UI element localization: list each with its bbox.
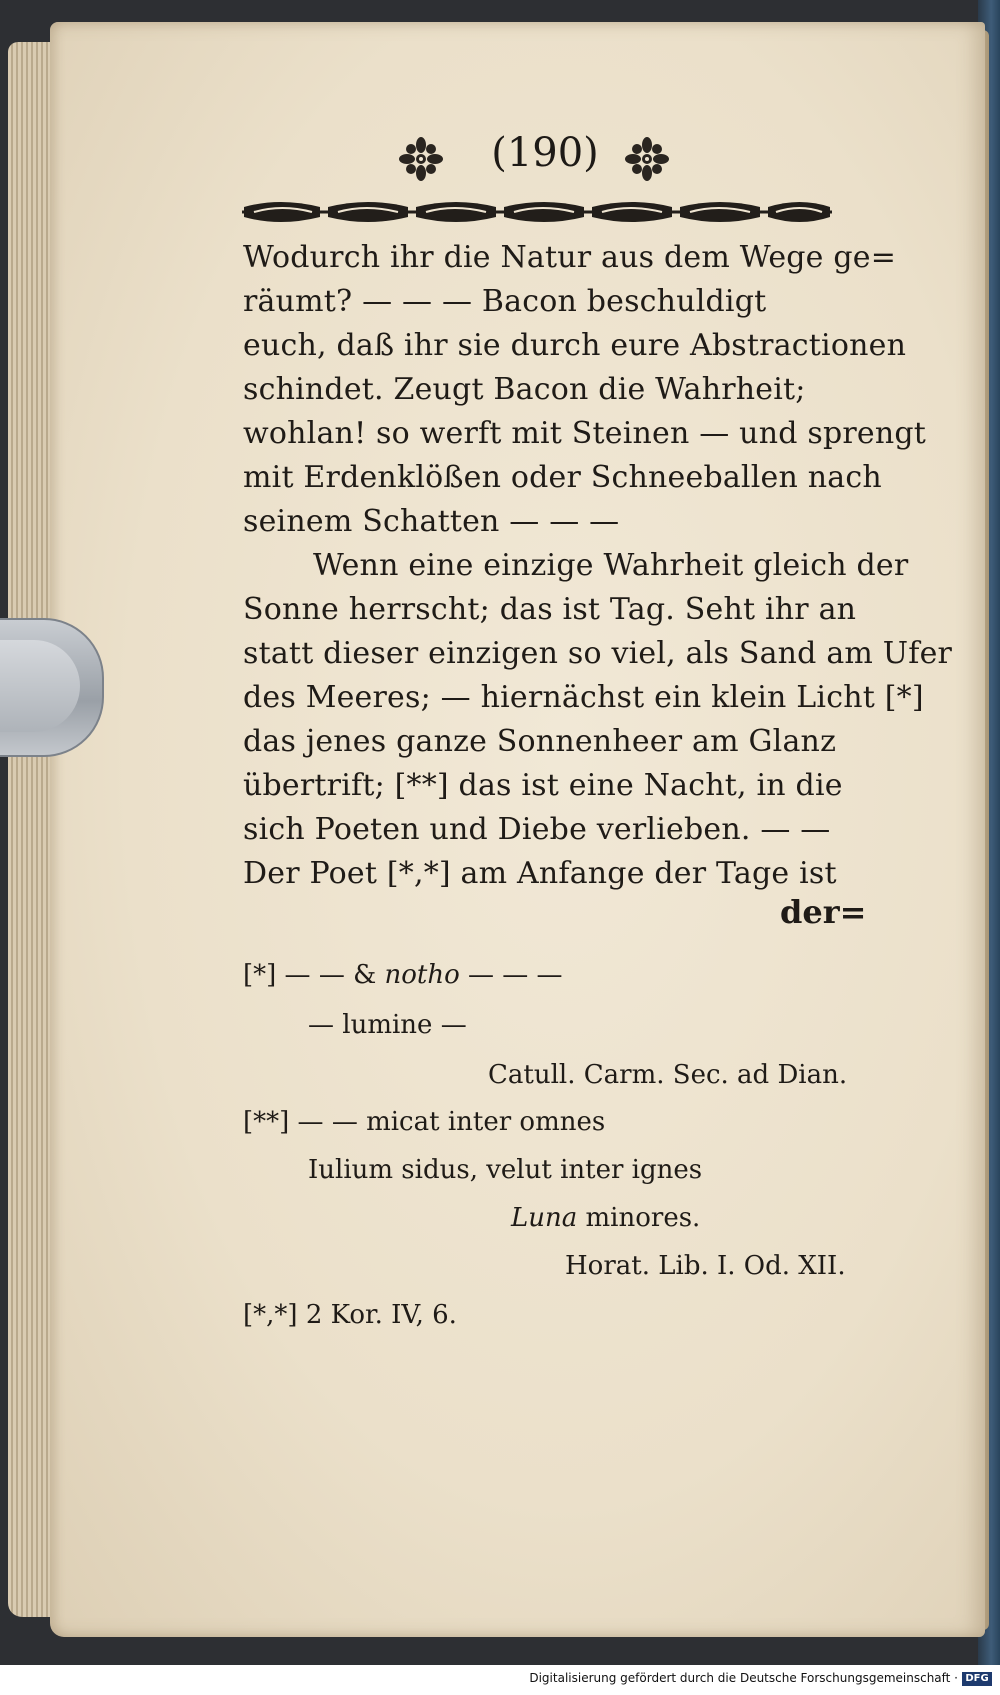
page-number: (190) xyxy=(491,130,599,176)
text-line: Wenn eine einzige Wahrheit gleich der xyxy=(313,548,909,583)
footnote-1-italic: notho xyxy=(384,960,460,990)
footnote-1-line-1 xyxy=(243,960,563,990)
page-header xyxy=(250,128,840,192)
footnote-3: [*,*] 2 Kor. IV, 6. xyxy=(243,1300,457,1330)
ornamental-rule xyxy=(240,195,832,229)
text-line: des Meeres; — hiernächst ein klein Licht [*] xyxy=(243,680,924,715)
text-line: mit Erdenklößen oder Schneeballen nach xyxy=(243,460,882,495)
footnote-1-line-2: — lumine — xyxy=(308,1010,467,1040)
text-line: wohlan! so werft mit Steinen — und sprengt xyxy=(243,416,927,451)
rosette-right-icon xyxy=(624,136,670,182)
text-line: sich Poeten und Diebe verlieben. — — xyxy=(243,812,831,847)
body-text xyxy=(243,236,953,896)
text-line: seinem Schatten — — — xyxy=(243,504,620,539)
text-line: Der Poet [*,*] am Anfange der Tage ist xyxy=(243,856,837,891)
footnote-2-text: minores. xyxy=(577,1203,701,1233)
footnote-2-italic: Luna xyxy=(511,1203,578,1233)
text-line: das jenes ganze Sonnenheer am Glanz xyxy=(243,724,837,759)
text-line: Sonne herrscht; das ist Tag. Seht ihr an xyxy=(243,592,857,627)
footnote-2-line-2: Iulium sidus, velut inter ignes xyxy=(308,1155,703,1185)
footnote-2-source: Horat. Lib. I. Od. XII. xyxy=(565,1251,846,1281)
footnote-2-line-1: [**] — — micat inter omnes xyxy=(243,1107,606,1137)
text-line: schindet. Zeugt Bacon die Wahrheit; xyxy=(243,372,806,407)
text-line: Wodurch ihr die Natur aus dem Wege ge= xyxy=(243,240,897,275)
footnote-1-text-end: — — — xyxy=(459,960,563,990)
dfg-logo: DFG xyxy=(962,1672,992,1686)
text-line: euch, daß ihr sie durch eure Abstractionen xyxy=(243,328,907,363)
digitization-credit: Digitalisierung gefördert durch die Deutsche Forschungsgemeinschaft · xyxy=(529,1671,958,1685)
footnote-1-source: Catull. Carm. Sec. ad Dian. xyxy=(488,1060,848,1090)
catchword: der= xyxy=(780,893,867,931)
footnote-1-text: [*] — — & xyxy=(243,960,385,990)
footer-bar xyxy=(0,1665,1000,1695)
text-line: statt dieser einzigen so viel, als Sand am Ufer xyxy=(243,636,953,671)
text-line: räumt? — — — Bacon beschuldigt xyxy=(243,284,767,319)
footnote-2-line-3 xyxy=(511,1203,700,1233)
text-line: übertrift; [**] das ist eine Nacht, in die xyxy=(243,768,843,803)
